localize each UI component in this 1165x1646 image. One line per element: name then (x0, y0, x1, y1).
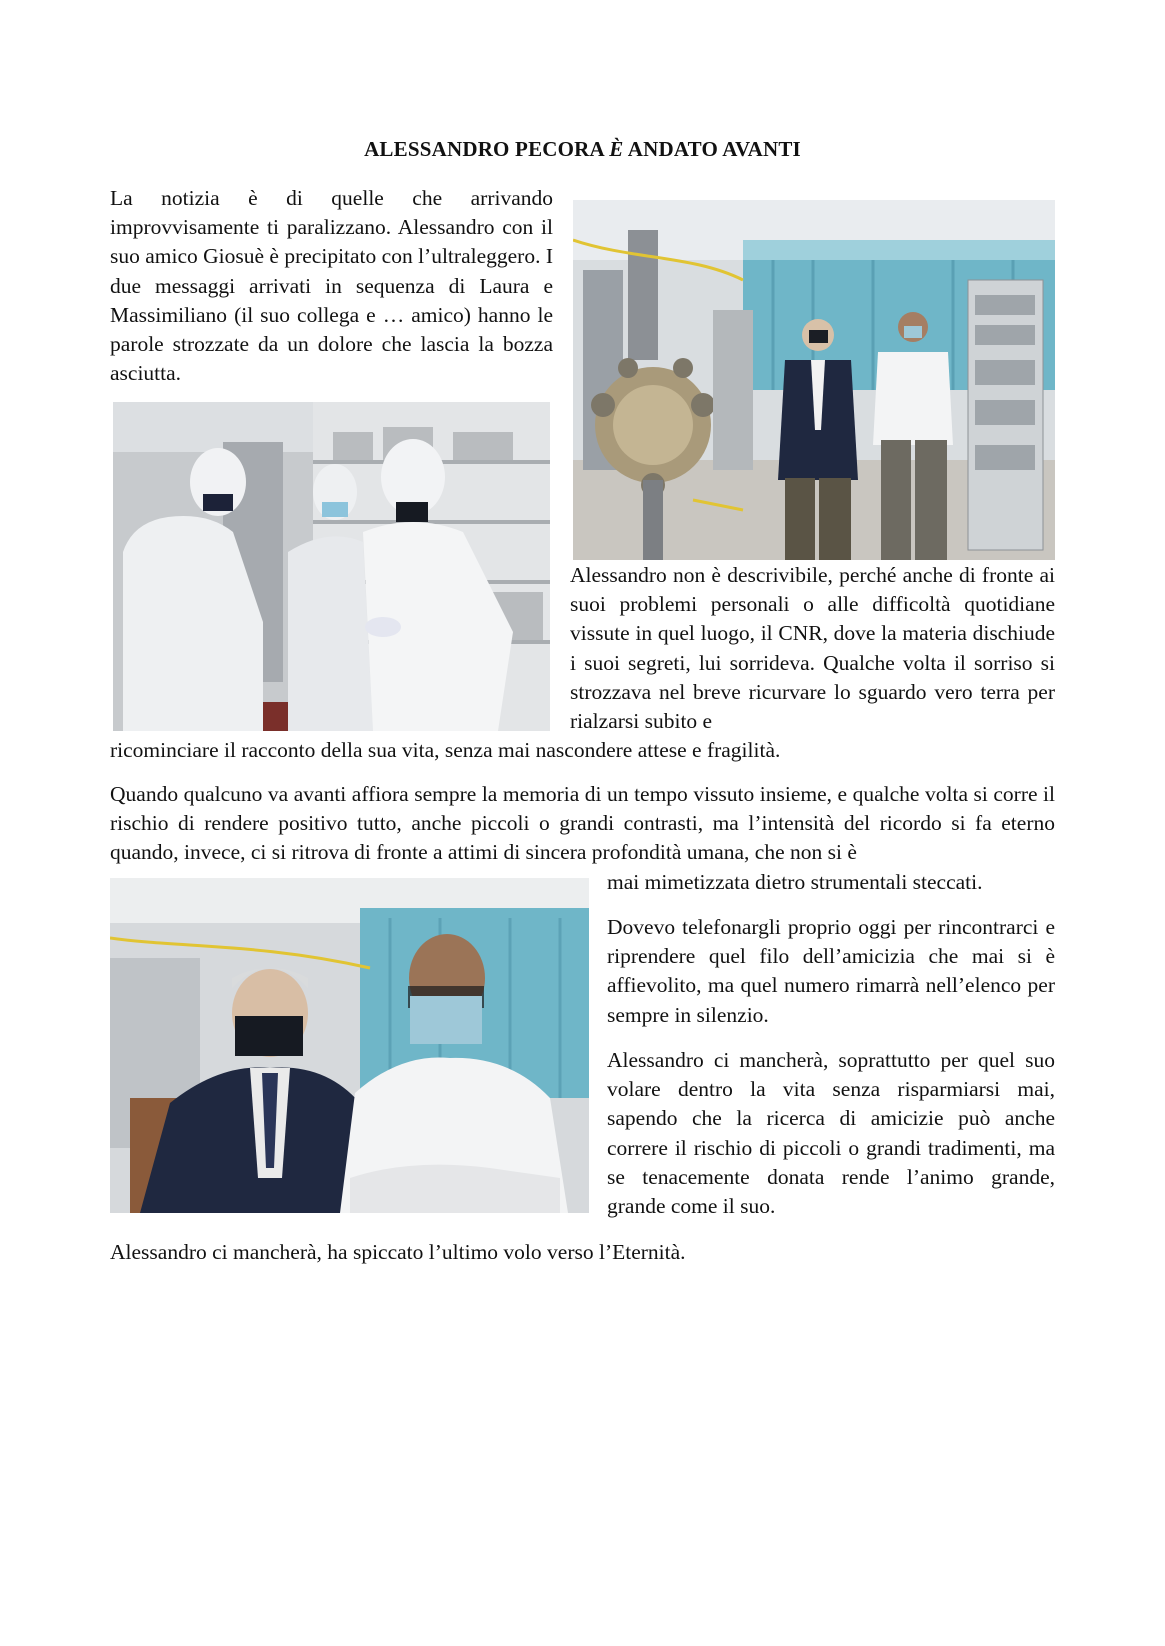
paragraph-3-part-1: Quando qualcuno va avanti affiora sempre la memoria di un tempo vissuto insieme, e qualche volta si corre il rischio di rendere positivo tutto, anche piccoli o grandi contrasti, ma l’intensità del ricordo si fa eterno quando, invece, ci si ritrova di fronte a attimi di sincera profondità umana, che non si è (110, 782, 1055, 865)
paragraph-5: Alessandro ci mancherà, soprattutto per quel suo volare dentro la vita senza risparmiarsi mai, sapendo che la ricerca di amicizie può anche correre il rischio di piccoli o grandi tradimenti, ma se tenacemente donata rende l’animo grande, grande come il suo. (607, 1048, 1055, 1219)
paragraph-6: Alessandro ci mancherà, ha spiccato l’ultimo volo verso l’Eternità. (110, 1240, 686, 1264)
photo-two-men-portrait (110, 878, 589, 1213)
title-part-3: ANDATO AVANTI (623, 137, 801, 161)
photo-lab-vacuum-chamber (573, 200, 1055, 560)
paragraph-3-part-2: mai mimetizzata dietro strumentali steccati. (607, 870, 983, 894)
paragraph-1: La notizia è di quelle che arrivando improvvisamente ti paralizzano. Alessandro con il suo amico Giosuè è precipitato con l’ultraleggero. I due messaggi arrivati in sequenza di Laura e Massimiliano (il suo collega e … amico) hanno le parole strozzate da un dolore che lascia la bozza asciutta. (110, 186, 553, 386)
paragraph-4: Dovevo telefonargli proprio oggi per rincontrarci e riprendere quel filo dell’amicizia che mai si è affievolito, ma quel numero rimarrà nell’elenco per sempre in silenzio. (607, 915, 1055, 1027)
paragraph-2-part-2: ricominciare il racconto della sua vita, senza mai nascondere attese e fragilità. (110, 738, 781, 762)
title-part-2: È (609, 137, 624, 161)
title-part-1: ALESSANDRO PECORA (364, 137, 610, 161)
paragraph-2-part-1: Alessandro non è descrivibile, perché anche di fronte ai suoi problemi personali o alle difficoltà quotidiane vissute in quel luogo, il CNR, dove la materia dischiude i suoi segreti, lui sorrideva. Qualche volta il sorriso si strozzava nel breve ricurvare lo sguardo vero terra per rialzarsi subito e (570, 563, 1055, 734)
photo-cleanroom-three-people (113, 402, 550, 731)
article-title (110, 137, 1055, 162)
